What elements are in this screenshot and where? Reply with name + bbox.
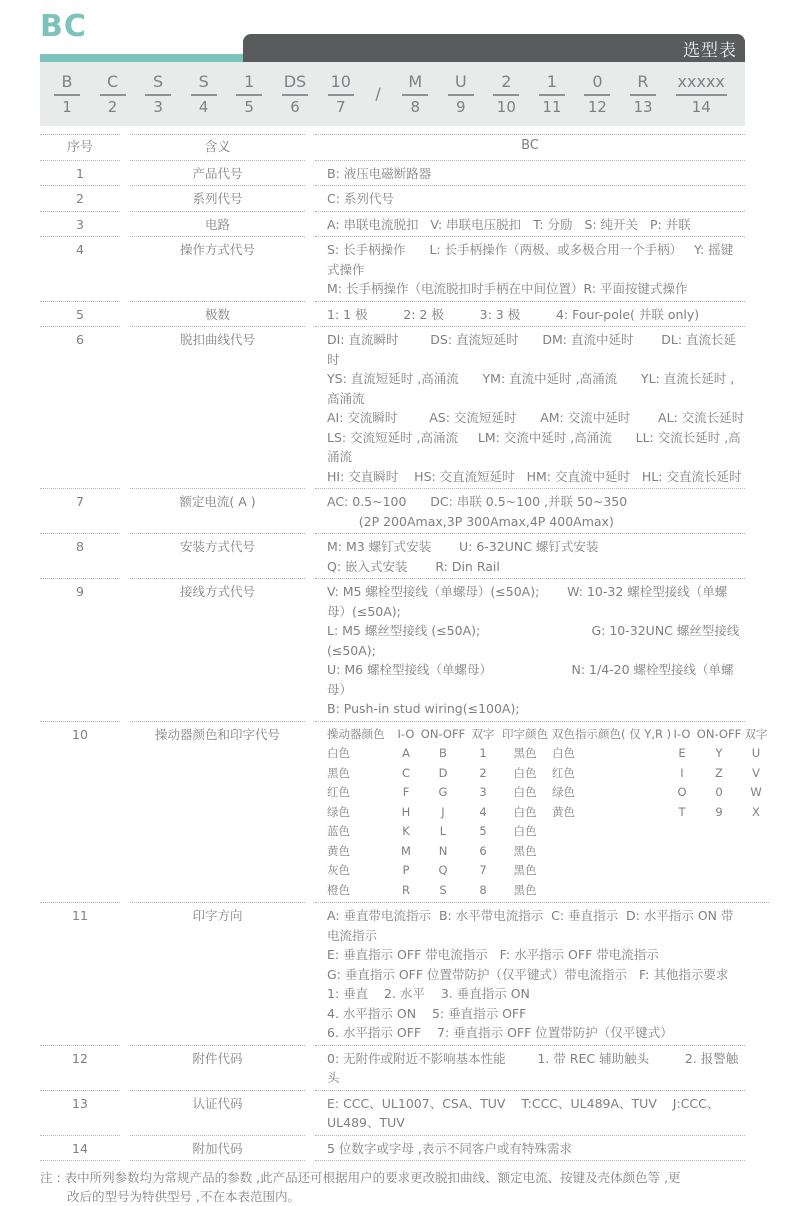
color-table-cell: N — [438, 843, 448, 858]
table-row — [40, 1046, 745, 1091]
footnote-line: 改后的型号为特供型号 ,不在本表范围内。 — [67, 1189, 300, 1204]
row-content-cell — [315, 1136, 745, 1162]
code-position-number: 13 — [633, 98, 653, 116]
color-table-cell: 黑色 — [513, 843, 537, 858]
color-table-cell — [552, 881, 668, 901]
color-table-cell — [696, 842, 742, 862]
row-number-cell: 2 — [40, 186, 120, 212]
color-table-cell: 白色 — [513, 785, 537, 799]
content-line: M: M3 螺钉式安装 U: 6-32UNC 螺钉式安装 — [327, 539, 599, 554]
code-character: DS — [282, 73, 308, 96]
row-number-cell: 13 — [40, 1091, 120, 1136]
code-position-number: 10 — [496, 98, 516, 116]
color-table-cell: 1 — [479, 746, 487, 760]
color-table-cell: I — [680, 765, 684, 780]
row-content-cell — [315, 212, 745, 238]
color-table-cell: J — [441, 804, 445, 819]
color-table-cell: K — [402, 824, 410, 838]
color-table-cell: 白色 — [327, 746, 350, 760]
color-table-cell: 5 — [479, 824, 487, 838]
content-line: A: 串联电流脱扣 V: 串联电压脱扣 T: 分励 S: 纯开关 P: 并联 — [327, 216, 691, 232]
color-table-cell: 橙色 — [327, 882, 350, 897]
color-table-cell — [743, 861, 769, 881]
model-code-item — [402, 73, 428, 115]
model-code-item — [539, 73, 565, 115]
row-content-cell — [315, 579, 745, 722]
color-table-cell: E — [678, 746, 686, 760]
row-content-cell — [315, 903, 745, 1046]
row-number-cell: 3 — [40, 212, 120, 238]
color-table-cell: 2 — [479, 765, 487, 780]
color-table-cell — [669, 842, 695, 862]
color-table-cell: G — [438, 785, 448, 799]
code-position-number: 4 — [198, 98, 209, 116]
color-table-cell: H — [401, 804, 411, 819]
color-table-cell: 灰色 — [327, 863, 350, 877]
color-table-cell: 7 — [479, 863, 487, 877]
color-table-header-cell: ON-OFF — [420, 726, 466, 741]
row-content-cell — [315, 237, 745, 302]
content-line: 0: 无附件或附近不影响基本性能 1. 带 REC 辅助触头 2. 报警触头 — [327, 1050, 739, 1085]
color-table-cell: X — [752, 804, 760, 819]
color-table-cell: 9 — [715, 804, 723, 819]
color-table-cell: 白色 — [513, 765, 537, 780]
color-table-cell — [696, 822, 742, 842]
color-table-header-cell: I-O — [397, 726, 415, 741]
table-row — [40, 302, 745, 328]
color-table-cell — [552, 861, 668, 881]
code-position-number: 11 — [542, 98, 562, 116]
table-row — [40, 903, 745, 1046]
color-table-cell — [743, 842, 769, 862]
color-table-cell: 绿色 — [552, 785, 575, 799]
content-line: DI: 直流瞬时 DS: 直流短延时 DM: 直流中延时 DL: 直流长延时 — [327, 332, 737, 367]
code-separator — [373, 85, 382, 103]
content-line: B: 液压电磁断路器 — [327, 165, 432, 181]
content-line: AC: 0.5~100 DC: 串联 0.5~100 ,并联 50~350 — [327, 494, 628, 509]
row-content-cell — [315, 722, 769, 904]
model-code-item — [493, 73, 519, 115]
content-line: (2P 200Amax,3P 300Amax,4P 400Amax) — [327, 513, 614, 529]
code-position-number: 14 — [691, 98, 711, 116]
teal-underline-bar — [40, 54, 243, 62]
code-position-number: 8 — [410, 98, 421, 116]
color-table-cell: 红色 — [327, 785, 350, 799]
code-position-number: 1 — [62, 98, 72, 116]
table-row — [40, 212, 745, 238]
row-number-cell: 9 — [40, 579, 120, 722]
content-line: LS: 交流短延时 ,高涌流 LM: 交流中延时 ,高涌流 LL: 交流长延时 ,高涌流 — [327, 429, 741, 464]
content-line: M: 长手柄操作（电流脱扣时手柄在中间位置）R: 平面按键式操作 — [327, 281, 688, 296]
content-line: V: M5 螺栓型接线（单螺母）(≤50A); W: 10-32 螺栓型接线（单螺母）(≤50A); — [327, 584, 728, 619]
color-table-cell — [669, 822, 695, 842]
content-line: L: M5 螺丝型接线 (≤50A); G: 10-32UNC 螺丝型接线 (≤50A); — [327, 623, 744, 658]
color-table-header-cell: 双字 — [471, 726, 495, 741]
code-character: S — [145, 73, 171, 96]
code-character: 0 — [584, 73, 610, 96]
color-table-cell: Q — [438, 863, 448, 877]
code-position-number: 12 — [587, 98, 607, 116]
color-table-header-cell: 操动器颜色 — [327, 726, 385, 741]
color-table-cell: 黑色 — [327, 765, 350, 780]
content-line: S: 长手柄操作 L: 长手柄操作（两极、或多极合用一个手柄） Y: 摇键式操作 — [327, 242, 734, 277]
table-row — [40, 534, 745, 579]
table-header-row — [40, 134, 745, 161]
row-content-cell — [315, 1091, 745, 1136]
color-table-cell: 白色 — [513, 824, 537, 838]
model-code-item — [676, 73, 727, 115]
row-meaning-cell: 认证代码 — [130, 1091, 305, 1136]
code-position-number: 6 — [290, 98, 300, 116]
row-number-cell: 6 — [40, 327, 120, 489]
code-character: 10 — [328, 73, 354, 96]
color-table-cell — [552, 842, 668, 862]
row-meaning-cell: 电路 — [130, 212, 305, 238]
color-table-cell: M — [401, 843, 411, 858]
color-table-cell — [696, 881, 742, 901]
row-meaning-cell: 脱扣曲线代号 — [130, 327, 305, 489]
model-code-item — [145, 73, 171, 115]
table-row — [40, 1136, 745, 1162]
color-table-cell: T — [678, 804, 686, 819]
color-table-cell: 绿色 — [327, 804, 350, 819]
row-number-cell: 11 — [40, 903, 120, 1046]
row-content-cell — [315, 186, 745, 212]
color-table-cell — [743, 822, 769, 842]
row-meaning-cell: 极数 — [130, 302, 305, 328]
row-content-cell — [315, 534, 745, 579]
footnote — [40, 1168, 745, 1206]
code-character: 1 — [236, 73, 262, 96]
color-table-cell: R — [402, 882, 410, 897]
row-meaning-cell: 印字方向 — [130, 903, 305, 1046]
content-line: G: 垂直指示 OFF 位置带防护（仅平键式）带电流指示 F: 其他指示要求 — [327, 966, 729, 982]
content-line: Q: 嵌入式安装 R: Din Rail — [327, 558, 500, 574]
content-line: 5 位数字或字母 ,表示不同客户或有特殊需求 — [327, 1140, 572, 1156]
color-table-cell: 4 — [479, 804, 487, 819]
table-row — [40, 489, 745, 534]
row-meaning-cell: 接线方式代号 — [130, 579, 305, 722]
color-table-cell: C — [401, 765, 411, 780]
code-position-number: 3 — [153, 98, 163, 116]
content-line: AI: 交流瞬时 AS: 交流短延时 AM: 交流中延时 AL: 交流长延时 — [327, 410, 745, 425]
model-code-box — [40, 62, 745, 126]
row-meaning-cell: 操动器颜色和印字代号 — [130, 722, 305, 904]
model-code-item — [54, 73, 80, 115]
code-character: C — [100, 73, 126, 96]
color-table-cell: L — [439, 824, 447, 838]
table-row — [40, 1091, 745, 1136]
color-table-header-cell: 印字颜色 — [502, 726, 548, 741]
code-character: M — [402, 73, 428, 96]
column-header-no: 序号 — [40, 134, 120, 161]
content-line: YS: 直流短延时 ,高涌流 YM: 直流中延时 ,高涌流 YL: 直流长延时 ,高涌流 — [327, 371, 735, 406]
color-table-cell: 8 — [479, 882, 487, 897]
row-number-cell: 5 — [40, 302, 120, 328]
color-table-cell — [669, 881, 695, 901]
content-line: 1: 1 极 2: 2 极 3: 3 极 4: Four-pole( 并联 only) — [327, 306, 700, 322]
color-code-table — [327, 725, 769, 901]
row-meaning-cell: 安装方式代号 — [130, 534, 305, 579]
color-table-cell: Y — [715, 746, 723, 760]
color-table-cell: 蓝色 — [327, 824, 350, 838]
color-table-cell: B — [439, 746, 447, 760]
content-line: E: CCC、UL1007、CSA、TUV T:CCC、UL489A、TUV J:CCC、UL489、TUV — [327, 1095, 720, 1130]
model-code-item — [236, 73, 262, 115]
color-table-header-cell: ON-OFF — [696, 726, 742, 741]
model-code-item — [328, 73, 354, 115]
color-table-cell: V — [752, 765, 760, 780]
code-character: / — [375, 84, 381, 103]
row-content-cell — [315, 327, 745, 489]
selection-table — [40, 134, 768, 1161]
content-line: A: 垂直带电流指示 B: 水平带电流指示 C: 垂直指示 D: 水平指示 ON 带电流指示 — [327, 908, 734, 943]
color-table-cell: 黄色 — [327, 843, 350, 858]
column-header-bc: BC — [315, 134, 745, 161]
footnote-line: 注 : 表中所列参数均为常规产品的参数 ,此产品还可根据用户的要求更改脱扣曲线、额定电流、按键及壳体颜色等 ,更 — [40, 1170, 681, 1185]
model-code-item — [630, 73, 656, 115]
color-table-header-cell: I-O — [673, 726, 691, 741]
table-row — [40, 161, 745, 187]
color-table-cell: 黑色 — [513, 863, 537, 877]
content-line: 4. 水平指示 ON 5: 垂直指示 OFF — [327, 1005, 527, 1021]
color-table-cell: P — [402, 863, 410, 877]
color-table-cell — [743, 881, 769, 901]
row-number-cell: 12 — [40, 1046, 120, 1091]
row-meaning-cell: 系列代号 — [130, 186, 305, 212]
color-table-cell — [669, 861, 695, 881]
model-code-item — [191, 73, 217, 115]
color-table-cell: W — [750, 785, 762, 799]
color-table-header-cell: 双色指示颜色( 仅 Y,R ) — [552, 726, 672, 741]
row-number-cell: 10 — [40, 722, 120, 904]
color-table-cell: 红色 — [552, 765, 575, 780]
code-character: R — [630, 73, 656, 96]
row-meaning-cell: 额定电流( A ) — [130, 489, 305, 534]
color-table-cell: O — [677, 785, 687, 799]
row-content-cell — [315, 302, 745, 328]
color-table-cell: D — [438, 765, 448, 780]
code-position-number: 5 — [244, 98, 254, 116]
header-dark-bar — [243, 34, 745, 62]
code-position-number: 2 — [107, 98, 118, 116]
row-number-cell: 14 — [40, 1136, 120, 1162]
content-line: B: Push-in stud wiring(≤100A); — [327, 701, 520, 716]
model-code-item — [448, 73, 474, 115]
code-character: S — [191, 73, 217, 96]
row-number-cell: 1 — [40, 161, 120, 187]
color-table-cell: 3 — [479, 785, 487, 799]
color-table-cell: Z — [715, 765, 723, 780]
table-row — [40, 579, 745, 722]
row-content-cell — [315, 489, 745, 534]
header-badge: 选型表 — [683, 40, 737, 61]
color-table-cell: 黄色 — [552, 804, 575, 819]
color-table-cell — [696, 861, 742, 881]
row-meaning-cell: 附加代码 — [130, 1136, 305, 1162]
content-line: C: 系列代号 — [327, 191, 394, 206]
content-line: 6. 水平指示 OFF 7: 垂直指示 OFF 位置带防护（仅平键式） — [327, 1025, 673, 1040]
table-row — [40, 327, 745, 489]
content-line: 1: 垂直 2. 水平 3. 垂直指示 ON — [327, 986, 530, 1001]
color-table-cell: F — [402, 785, 410, 799]
color-table-cell: 白色 — [513, 804, 537, 819]
code-character: B — [54, 73, 80, 96]
table-row — [40, 186, 745, 212]
color-table-cell: 0 — [715, 785, 723, 799]
model-code-item — [584, 73, 610, 115]
code-character: 1 — [539, 73, 565, 96]
content-line: U: M6 螺栓型接线（单螺母） N: 1/4-20 螺栓型接线（单螺母） — [327, 662, 734, 697]
row-meaning-cell: 产品代号 — [130, 161, 305, 187]
code-character: U — [448, 73, 474, 96]
row-number-cell: 4 — [40, 237, 120, 302]
code-character: xxxxx — [676, 73, 727, 96]
row-number-cell: 7 — [40, 489, 120, 534]
color-table-cell — [552, 822, 668, 842]
content-line: HI: 交直瞬时 HS: 交直流短延时 HM: 交直流中延时 HL: 交直流长延时 — [327, 468, 742, 484]
color-table-cell: 6 — [479, 843, 487, 858]
model-code-item — [282, 73, 308, 115]
color-table-cell: 黑色 — [513, 882, 537, 897]
row-meaning-cell: 附件代码 — [130, 1046, 305, 1091]
code-character: 2 — [493, 73, 519, 96]
column-header-meaning: 含义 — [130, 134, 305, 161]
code-position-number: 7 — [335, 98, 346, 116]
color-table-cell: S — [439, 882, 447, 897]
color-table-cell: A — [402, 746, 410, 760]
page-title: BC — [40, 9, 87, 44]
code-position-number: 9 — [456, 98, 466, 116]
table-row — [40, 237, 745, 302]
page-header — [40, 10, 745, 62]
model-code-item — [100, 73, 126, 115]
row-meaning-cell: 操作方式代号 — [130, 237, 305, 302]
table-row — [40, 722, 768, 904]
row-number-cell: 8 — [40, 534, 120, 579]
color-table-cell: 黑色 — [513, 746, 537, 760]
content-line: E: 垂直指示 OFF 带电流指示 F: 水平指示 OFF 带电流指示 — [327, 947, 659, 962]
row-content-cell — [315, 1046, 745, 1091]
color-table-cell: 白色 — [552, 746, 575, 760]
color-table-cell: U — [751, 746, 761, 760]
row-content-cell — [315, 161, 745, 187]
color-table-header-cell: 双字 — [744, 726, 768, 741]
